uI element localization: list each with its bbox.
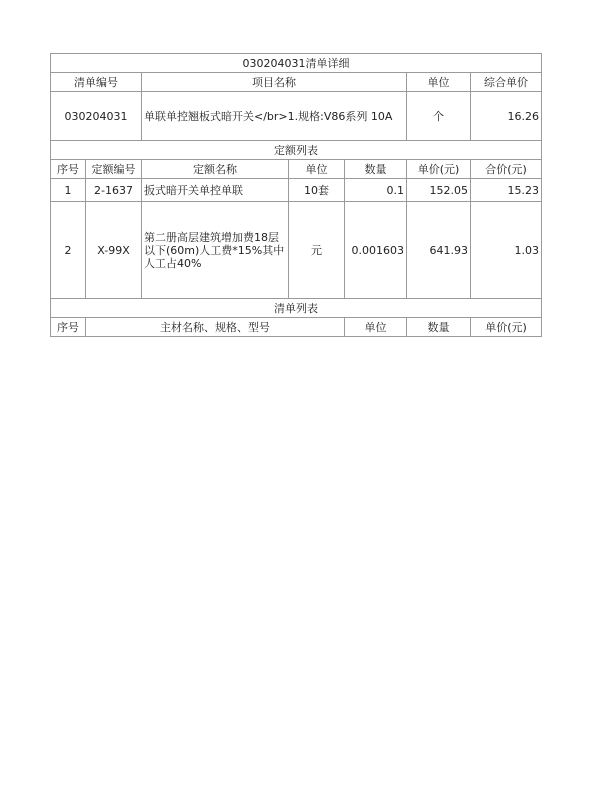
quota-unit: 10套	[289, 179, 345, 202]
item-header-row	[51, 73, 542, 92]
quota-section-row	[51, 141, 542, 160]
header-material-name: 主材名称、规格、型号	[86, 318, 345, 337]
item-code: 030204031	[51, 92, 142, 141]
material-section-title: 清单列表	[51, 299, 542, 318]
header-seq: 序号	[51, 160, 86, 179]
quota-unit: 元	[289, 202, 345, 299]
header-item-code: 清单编号	[51, 73, 142, 92]
header-unit: 单位	[289, 160, 345, 179]
quota-seq: 2	[51, 202, 86, 299]
quota-unit-price: 641.93	[407, 202, 471, 299]
item-row	[51, 92, 542, 141]
material-section-row	[51, 299, 542, 318]
bill-detail-table	[50, 53, 542, 337]
quota-total: 1.03	[471, 202, 542, 299]
header-quota-code: 定额编号	[86, 160, 142, 179]
quota-unit-price: 152.05	[407, 179, 471, 202]
item-price: 16.26	[471, 92, 542, 141]
quota-qty: 0.1	[345, 179, 407, 202]
quota-name: 第二册高层建筑增加费18层以下(60m)人工费*15%其中人工占40%	[142, 202, 289, 299]
quota-section-title: 定额列表	[51, 141, 542, 160]
header-unit-price: 单价(元)	[471, 318, 542, 337]
header-item-name: 项目名称	[142, 73, 407, 92]
item-unit: 个	[407, 92, 471, 141]
quota-name: 扳式暗开关单控单联	[142, 179, 289, 202]
quota-code: X-99X	[86, 202, 142, 299]
quota-total: 15.23	[471, 179, 542, 202]
header-unit: 单位	[345, 318, 407, 337]
header-total: 合价(元)	[471, 160, 542, 179]
header-unit-price: 单价(元)	[407, 160, 471, 179]
title-row	[51, 54, 542, 73]
header-item-price: 综合单价	[471, 73, 542, 92]
table-title: 030204031清单详细	[51, 54, 542, 73]
header-item-unit: 单位	[407, 73, 471, 92]
quota-qty: 0.001603	[345, 202, 407, 299]
header-qty: 数量	[345, 160, 407, 179]
quota-header-row	[51, 160, 542, 179]
table-row	[51, 202, 542, 299]
quota-seq: 1	[51, 179, 86, 202]
header-qty: 数量	[407, 318, 471, 337]
item-name: 单联单控翘板式暗开关</br>1.规格:V86系列 10A	[142, 92, 407, 141]
header-quota-name: 定额名称	[142, 160, 289, 179]
table-row	[51, 179, 542, 202]
quota-code: 2-1637	[86, 179, 142, 202]
header-seq: 序号	[51, 318, 86, 337]
material-header-row	[51, 318, 542, 337]
